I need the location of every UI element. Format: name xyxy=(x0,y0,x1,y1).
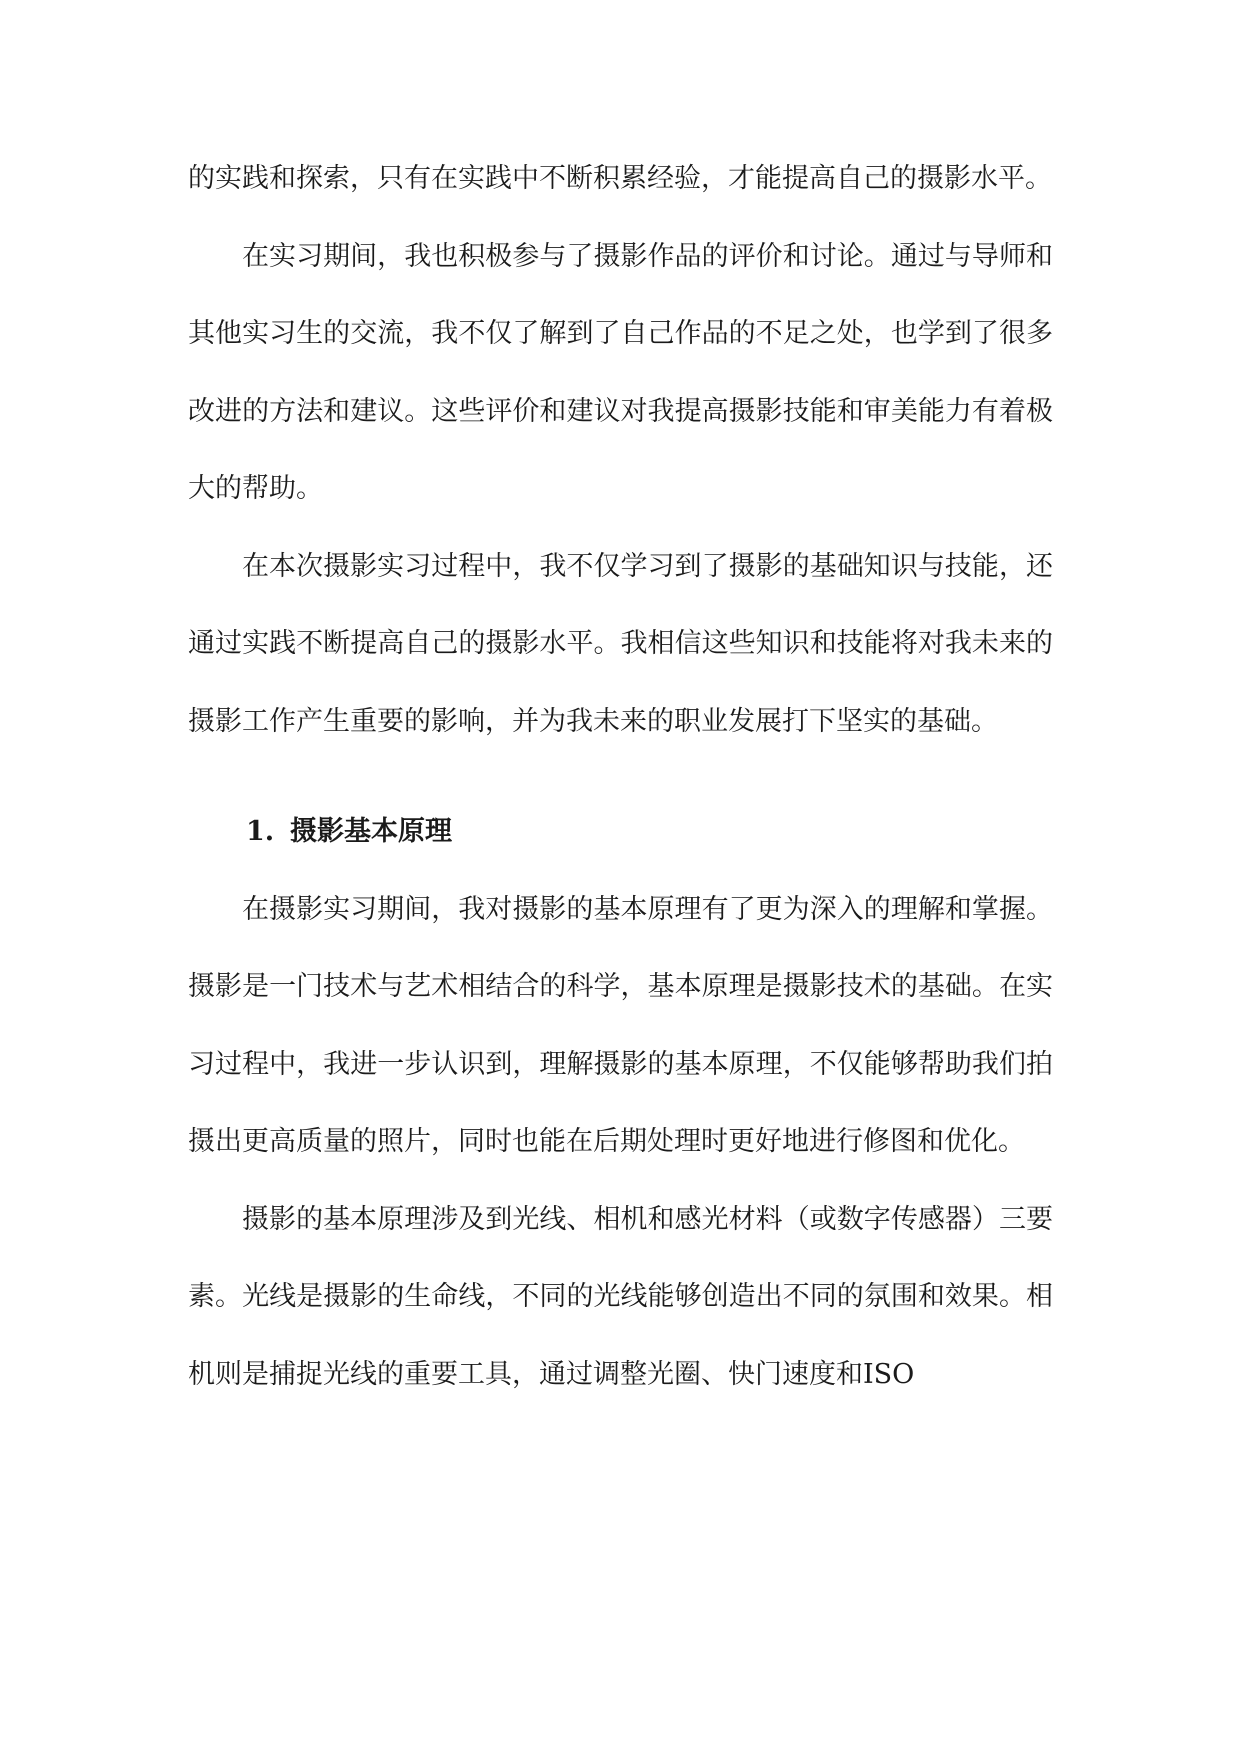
paragraph-summary: 在本次摄影实习过程中，我不仅学习到了摄影的基础知识与技能，还通过实践不断提高自己的摄影水平。我相信这些知识和技能将对我未来的摄影工作产生重要的影响，并为我未来的职业发展打下坚实的基础。 xyxy=(188,550,1053,737)
document-body xyxy=(188,140,1053,1413)
paragraph-evaluation: 在实习期间，我也积极参与了摄影作品的评价和讨论。通过与导师和其他实习生的交流，我不仅了解到了自己作品的不足之处，也学到了很多改进的方法和建议。这些评价和建议对我提高摄影技能和审美能力有着极大的帮助。 xyxy=(188,240,1053,504)
section-number: 1. xyxy=(246,816,275,847)
paragraph-continuation: 的实践和探索，只有在实践中不断积累经验，才能提高自己的摄影水平。 xyxy=(188,163,1052,194)
paragraph-elements: 摄影的基本原理涉及到光线、相机和感光材料（或数字传感器）三要素。光线是摄影的生命线，不同的光线能够创造出不同的氛围和效果。相机则是捕捉光线的重要工具，通过调整光圈、快门速度和ISO xyxy=(188,1203,1053,1390)
section-heading xyxy=(188,793,1053,871)
paragraph-principles: 在摄影实习期间，我对摄影的基本原理有了更为深入的理解和掌握。摄影是一门技术与艺术相结合的科学，基本原理是摄影技术的基础。在实习过程中，我进一步认识到，理解摄影的基本原理，不仅能够帮助我们拍摄出更高质量的照片，同时也能在后期处理时更好地进行修图和优化。 xyxy=(188,893,1053,1157)
section-title: 摄影基本原理 xyxy=(290,816,452,847)
